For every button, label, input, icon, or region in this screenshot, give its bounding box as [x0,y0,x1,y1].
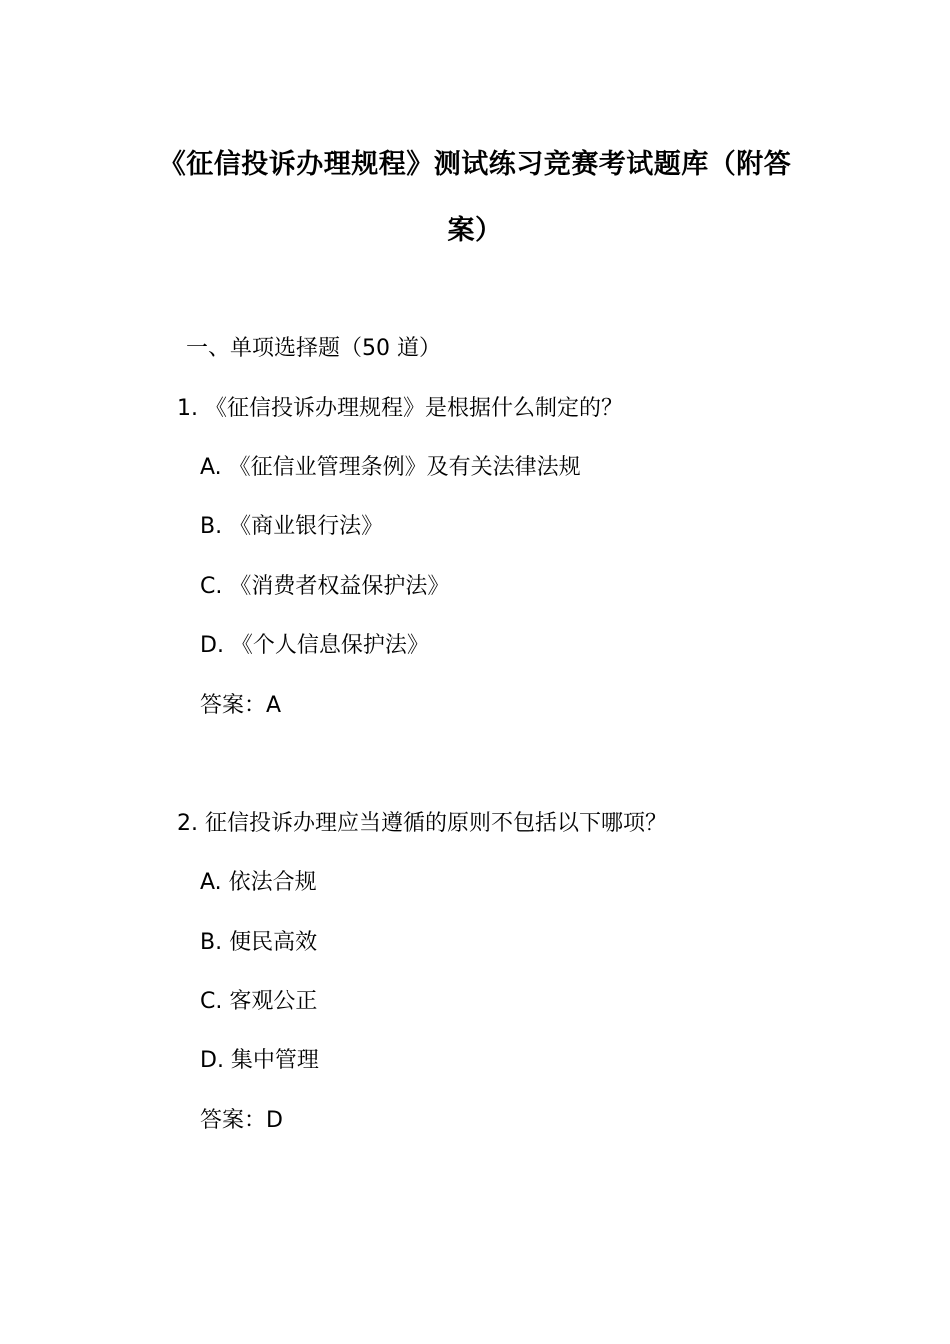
answer: 答案：A [200,693,282,718]
option-c: C. 《消费者权益保护法》 [200,574,450,599]
document-title: 《征信投诉办理规程》测试练习竞赛考试题库（附答案） [158,149,792,246]
option-d: D. 集中管理 [200,1048,319,1073]
option-a: A. 依法合规 [200,870,317,895]
option-a: A. 《征信业管理条例》及有关法律法规 [200,455,581,480]
option-b: B. 《商业银行法》 [200,514,384,539]
option-c: C. 客观公正 [200,989,318,1014]
answer: 答案：D [200,1108,283,1133]
option-b: B. 便民高效 [200,930,318,955]
question-text: 1. 《征信投诉办理规程》是根据什么制定的？ [177,396,623,421]
question-text: 2. 征信投诉办理应当遵循的原则不包括以下哪项？ [177,811,667,836]
option-d: D. 《个人信息保护法》 [200,633,429,658]
section-heading: 一、单项选择题（50 道） [186,336,441,361]
